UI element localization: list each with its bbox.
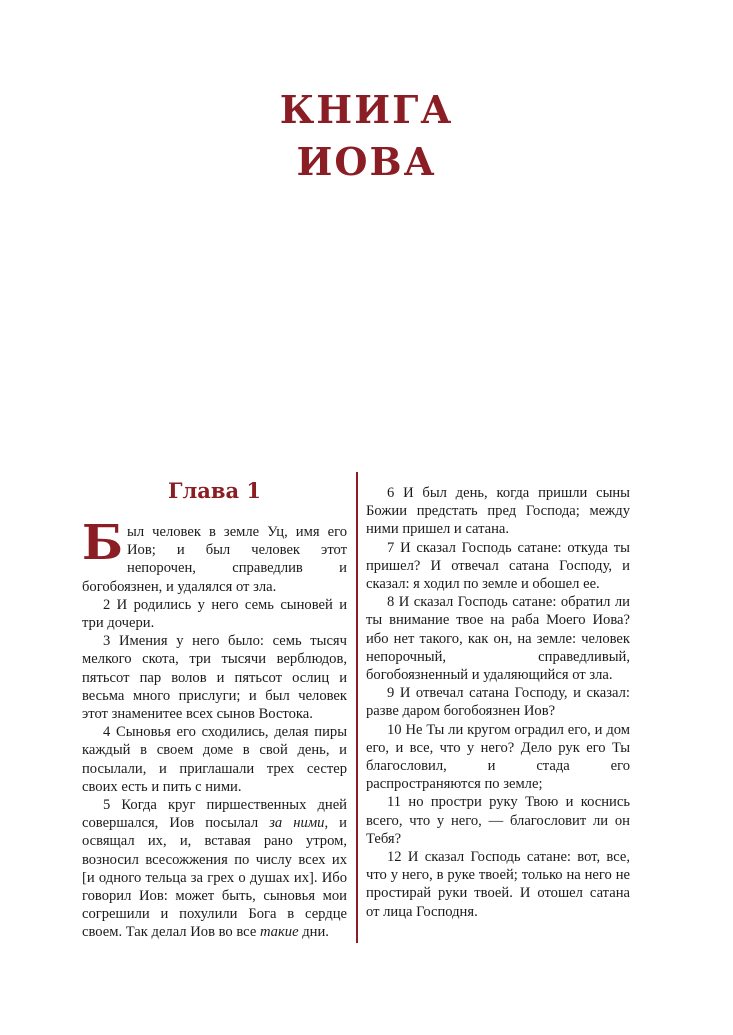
verse-5	[82, 796, 347, 942]
column-divider	[356, 472, 358, 943]
drop-cap: Б	[82, 515, 124, 571]
verse-4: 4 Сыновья его сходились, делая пиры каждый в своем доме в свой день, и посылали, и приглашали трех сестер своих есть и пить с ними.	[82, 724, 347, 795]
verse-1-text: ыл человек в земле Уц, имя его Иов; и был человек этот непорочен, справедлив и богобоязнен, и удалялся от зла.	[82, 524, 347, 595]
verse-1	[82, 515, 347, 596]
verse-11: 11 но простри руку Твою и коснись всего, что у него, — благословит ли он Тебя?	[366, 794, 630, 847]
verse-2: 2 И родились у него семь сыновей и три дочери.	[82, 596, 347, 632]
book-title-line1: КНИГА	[279, 87, 454, 132]
book-title	[0, 84, 733, 188]
verse-5-italic-2: такие	[259, 924, 299, 941]
chapter-heading: Глава 1	[167, 478, 262, 503]
verse-5-italic-1: за ними	[269, 815, 325, 832]
verse-9: 9 И отвечал сатана Господу, и сказал: разве даром богобоязнен Иов?	[366, 685, 630, 720]
verse-10: 10 Не Ты ли кругом оградил его, и дом его, и все, что у него? Дело рук его Ты благословил, и стада его распространяются по земле;	[366, 721, 630, 793]
verse-5-part-b: , и освящал их, и, вставая рано утром, возносил всесожжения по числу всех их [и одного тельца за грех о душах их]. Ибо говорил Иов: может быть, сыновья мои согрешили и похулили Бога в сердце своем. Так делал Иов во все	[82, 815, 347, 941]
book-title-line2: ИОВА	[296, 139, 437, 184]
verse-8: 8 И сказал Господь сатане: обратил ли ты внимание твое на раба Моего Иова? ибо нет такого, как он, на земле: человек непорочный, справедливый, богобоязненный и удаляющийся от зла.	[366, 594, 630, 684]
verse-5-part-a: 5 Когда круг пиршественных дней совершался, Иов посылал	[82, 797, 347, 832]
right-column	[366, 484, 630, 921]
verse-6: 6 И был день, когда пришли сыны Божии предстать пред Господа; между ними пришел и сатана.	[366, 485, 630, 538]
verse-5-part-c: дни.	[298, 924, 329, 941]
verse-3: 3 Имения у него было: семь тысяч мелкого скота, три тысячи верблюдов, пятьсот пар волов и пятьсот ослиц и весьма много прислуги; и был человек этот знаменитее всех сынов Востока.	[82, 633, 347, 723]
verse-12: 12 И сказал Господь сатане: вот, все, что у него, в руке твоей; только на него не простирай руки твоей. И отошел сатана от лица Господня.	[366, 849, 630, 920]
left-column	[82, 478, 347, 942]
verse-7: 7 И сказал Господь сатане: откуда ты пришел? И отвечал сатана Господу, и сказал: я ходил по земле и обошел ее.	[366, 539, 630, 593]
